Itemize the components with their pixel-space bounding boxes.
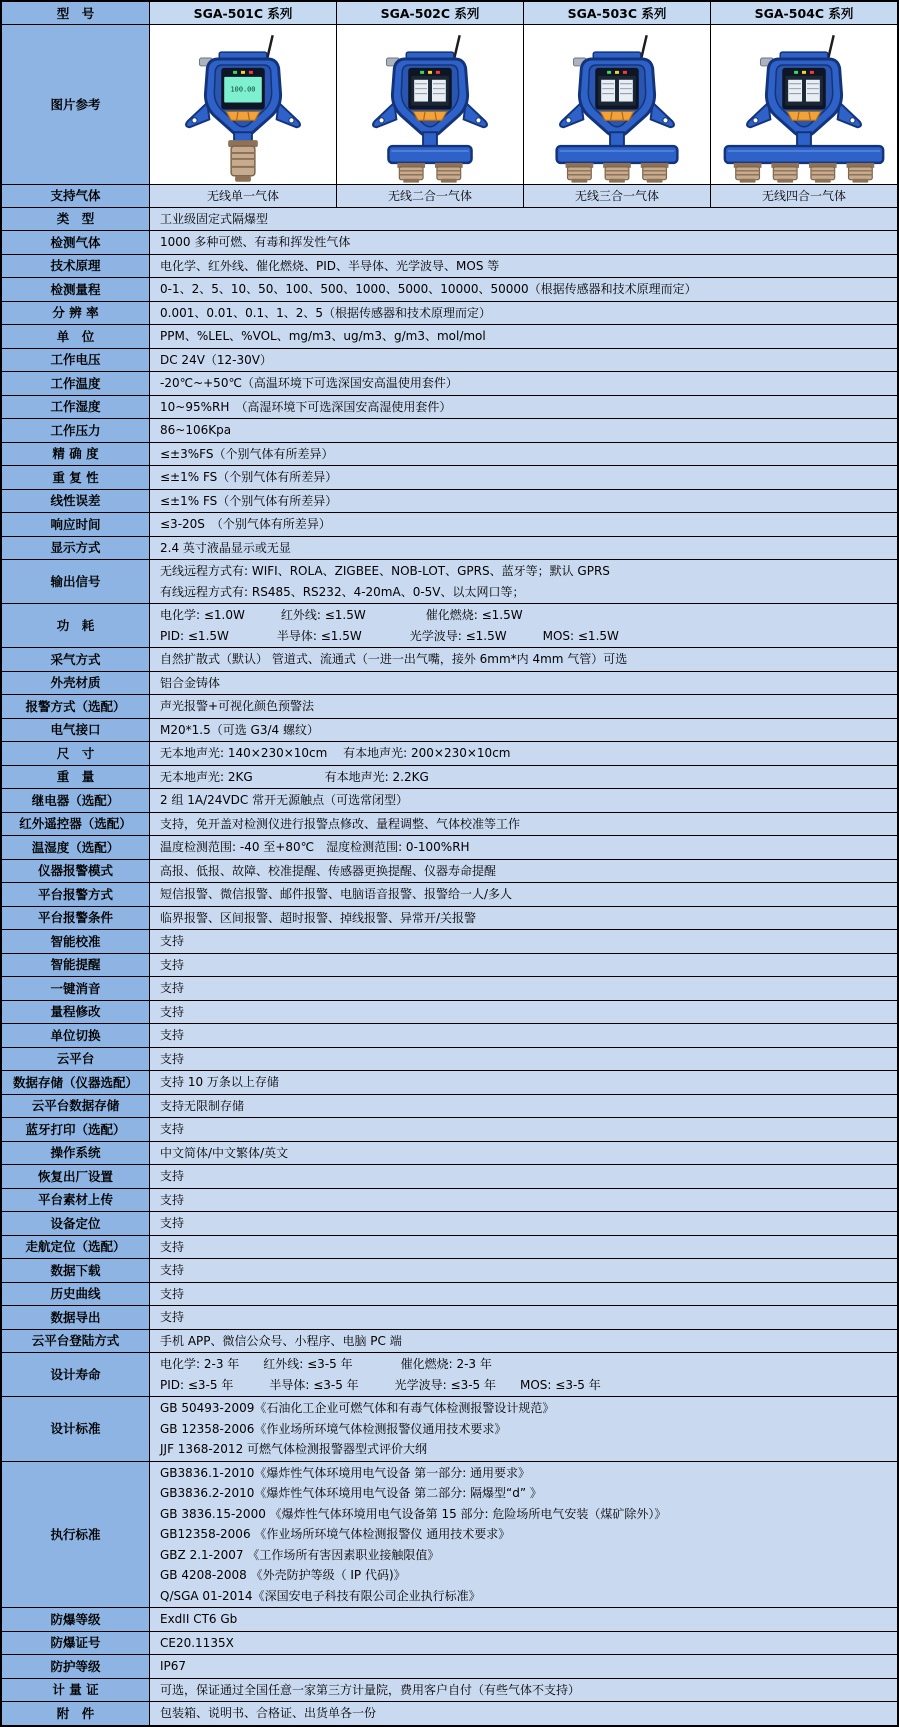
supported-gas-row: [2, 185, 897, 208]
row-value: [150, 1462, 897, 1608]
row-value: [150, 560, 897, 603]
value-line: 支持: [160, 1263, 185, 1277]
row-value: [150, 1212, 897, 1235]
row-label: 操作系统: [2, 1142, 150, 1165]
gas-detector-illustration: [711, 29, 897, 184]
row-value: [150, 1142, 897, 1165]
row-label: 数据导出: [2, 1306, 150, 1329]
row-label: 输出信号: [2, 560, 150, 603]
row-value: [150, 719, 897, 742]
gas-detector-illustration: [150, 29, 336, 184]
row-label: 重 复 性: [2, 466, 150, 489]
row-value: [150, 1236, 897, 1259]
value-line: CE20.1135X: [160, 1635, 234, 1650]
spec-row: [2, 1353, 897, 1397]
row-value: [150, 1001, 897, 1024]
value-line: ≤±3%FS（个别气体有所差异）: [160, 446, 334, 461]
spec-row: [2, 1632, 897, 1656]
row-label: 线性误差: [2, 490, 150, 513]
value-line: 支持: [160, 1004, 185, 1019]
row-label: 分 辨 率: [2, 302, 150, 325]
value-line: 包装箱、说明书、合格证、出货单各一份: [160, 1706, 377, 1720]
value-line: 无本地声光: 140×230×10cm 有本地声光: 200×230×10cm: [160, 746, 511, 760]
row-label: 工作压力: [2, 419, 150, 442]
value-line: 支持: [160, 1028, 185, 1042]
spec-row: [2, 1024, 897, 1048]
row-value: [150, 1071, 897, 1094]
value-line: 电化学: ≤1.0W 红外线: ≤1.5W 催化燃烧: ≤1.5W: [160, 608, 523, 622]
row-label: 历史曲线: [2, 1283, 150, 1306]
row-value: [150, 1353, 897, 1396]
spec-row: [2, 907, 897, 931]
row-label: 云平台: [2, 1048, 150, 1071]
row-label: 设计标准: [2, 1397, 150, 1461]
value-line: JJF 1368-2012 可燃气体检测报警器型式评价大纲: [160, 1442, 428, 1456]
spec-row: [2, 1212, 897, 1236]
value-line: 支持 10 万条以上存储: [160, 1075, 279, 1089]
row-value: [150, 419, 897, 442]
row-label: 支持气体: [2, 185, 150, 207]
row-label: 检测气体: [2, 231, 150, 254]
value-line: 0-1、2、5、10、50、100、500、1000、5000、10000、50000（根据传感器和技术原理而定）: [160, 282, 697, 296]
spec-row: [2, 1142, 897, 1166]
spec-rows-container: [2, 208, 897, 1725]
row-value: [150, 1330, 897, 1353]
spec-row: [2, 1165, 897, 1189]
row-label: 防爆证号: [2, 1632, 150, 1655]
row-value: [150, 231, 897, 254]
value-line: GB12358-2006 《作业场所环境气体检测报警仪 通用技术要求》: [160, 1527, 511, 1541]
row-value: [150, 789, 897, 812]
model-sga-501c: SGA-501C 系列: [150, 2, 337, 24]
row-label: 量程修改: [2, 1001, 150, 1024]
spec-row: [2, 836, 897, 860]
gas-type-501c: 无线单一气体: [150, 185, 337, 207]
gas-type-502c: 无线二合一气体: [337, 185, 524, 207]
row-value: [150, 208, 897, 231]
row-value: [150, 1632, 897, 1655]
row-value: [150, 1679, 897, 1702]
spec-row: [2, 1397, 897, 1462]
header-model-label: 型 号: [2, 2, 150, 24]
spec-row: [2, 396, 897, 420]
row-label: 数据存储（仪器选配）: [2, 1071, 150, 1094]
spec-row: [2, 1001, 897, 1025]
row-value: [150, 1702, 897, 1725]
spec-row: [2, 443, 897, 467]
value-line: 支持: [160, 1310, 185, 1324]
spec-row: [2, 1095, 897, 1119]
gas-detector-illustration: [524, 29, 710, 184]
row-label: 蓝牙打印（选配）: [2, 1118, 150, 1141]
row-value: [150, 604, 897, 647]
row-label: 电气接口: [2, 719, 150, 742]
row-value: [150, 907, 897, 930]
row-label: 类 型: [2, 208, 150, 231]
spec-row: [2, 672, 897, 696]
spec-row: [2, 560, 897, 604]
row-value: [150, 537, 897, 560]
row-value: [150, 860, 897, 883]
spec-row: [2, 349, 897, 373]
row-label: 平台报警条件: [2, 907, 150, 930]
spec-row: [2, 1608, 897, 1632]
row-label: 工作湿度: [2, 396, 150, 419]
spec-row: [2, 930, 897, 954]
row-label: 智能提醒: [2, 954, 150, 977]
row-value: [150, 672, 897, 695]
spec-row: [2, 860, 897, 884]
row-label: 防护等级: [2, 1655, 150, 1678]
row-label: 一键消音: [2, 977, 150, 1000]
value-line: 电化学、红外线、催化燃烧、PID、半导体、光学波导、MOS 等: [160, 258, 500, 273]
spec-row: [2, 742, 897, 766]
image-reference-row: [2, 25, 897, 185]
row-value: [150, 372, 897, 395]
row-label: 响应时间: [2, 513, 150, 536]
value-line: PPM、%LEL、%VOL、mg/m3、ug/m3、g/m3、mol/mol: [160, 329, 486, 343]
row-label: 技术原理: [2, 255, 150, 278]
value-line: Q/SGA 01-2014《深国安电子科技有限公司企业执行标准》: [160, 1588, 481, 1603]
row-label: 工作电压: [2, 349, 150, 372]
spec-row: [2, 789, 897, 813]
row-value: [150, 977, 897, 1000]
value-line: 0.001、0.01、0.1、1、2、5（根据传感器和技术原理而定）: [160, 305, 492, 320]
value-line: 支持: [160, 934, 185, 948]
row-label: 显示方式: [2, 537, 150, 560]
row-value: [150, 302, 897, 325]
spec-row: [2, 231, 897, 255]
value-line: M20*1.5（可选 G3/4 螺纹）: [160, 722, 319, 737]
row-label: 工作温度: [2, 372, 150, 395]
product-image-sga-503c: [524, 25, 711, 184]
value-line: 支持: [160, 1169, 185, 1183]
value-line: 工业级固定式隔爆型: [160, 211, 269, 226]
row-label: 红外遥控器（选配）: [2, 813, 150, 836]
row-label: 平台素材上传: [2, 1189, 150, 1212]
value-line: 支持: [160, 981, 185, 995]
row-label: 智能校准: [2, 930, 150, 953]
value-line: GB 4208-2008 《外壳防护等级（ IP 代码)》: [160, 1568, 406, 1582]
spec-row: [2, 1655, 897, 1679]
spec-row: [2, 1259, 897, 1283]
row-value: [150, 1259, 897, 1282]
value-line: GB3836.1-2010《爆炸性气体环境用电气设备 第一部分: 通用要求》: [160, 1465, 531, 1480]
row-label: 附 件: [2, 1702, 150, 1725]
row-label: 图片参考: [2, 25, 150, 184]
row-value: [150, 396, 897, 419]
spec-row: [2, 766, 897, 790]
row-value: [150, 1165, 897, 1188]
value-line: 自然扩散式（默认） 管道式、流通式（一进一出气嘴，接外 6mm*内 4mm 气管）可选: [160, 652, 628, 666]
row-value: [150, 490, 897, 513]
value-line: 支持无限制存储: [160, 1098, 245, 1113]
row-value: [150, 513, 897, 536]
row-label: 检测量程: [2, 278, 150, 301]
value-line: 高报、低报、故障、校准提醒、传感器更换提醒、仪器寿命提醒: [160, 863, 497, 878]
row-value: [150, 1283, 897, 1306]
row-label: 单 位: [2, 325, 150, 348]
row-label: 精 确 度: [2, 443, 150, 466]
value-line: ExdII CT6 Gb: [160, 1612, 238, 1626]
gas-detector-illustration: [337, 29, 523, 184]
row-label: 防爆等级: [2, 1608, 150, 1631]
row-value: [150, 278, 897, 301]
spec-row: [2, 1679, 897, 1703]
value-line: GB3836.2-2010《爆炸性气体环境用电气设备 第二部分: 隔爆型“d” 》: [160, 1486, 542, 1500]
spec-row: [2, 208, 897, 232]
spec-row: [2, 719, 897, 743]
row-value: [150, 325, 897, 348]
row-label: 云平台数据存储: [2, 1095, 150, 1118]
spec-row: [2, 466, 897, 490]
value-line: 可选，保证通过全国任意一家第三方计量院，费用客户自付（有些气体不支持）: [160, 1682, 581, 1697]
spec-row: [2, 883, 897, 907]
product-image-sga-502c: [337, 25, 524, 184]
spec-row: [2, 1071, 897, 1095]
table-header-row: [2, 2, 897, 25]
row-value: [150, 695, 897, 718]
row-value: [150, 1189, 897, 1212]
value-line: 86~106Kpa: [160, 423, 232, 437]
spec-row: [2, 278, 897, 302]
value-line: 短信报警、微信报警、邮件报警、电脑语音报警、报警给一人/多人: [160, 887, 513, 901]
value-line: PID: ≤3-5 年 半导体: ≤3-5 年 光学波导: ≤3-5 年 MOS: ≤3-5 年: [160, 1377, 601, 1392]
spec-row: [2, 490, 897, 514]
spec-row: [2, 1306, 897, 1330]
row-value: [150, 443, 897, 466]
row-label: 执行标准: [2, 1462, 150, 1608]
spec-row: [2, 255, 897, 279]
spec-row: [2, 372, 897, 396]
row-label: 采气方式: [2, 648, 150, 671]
spec-row: [2, 1462, 897, 1609]
value-line: ≤±1% FS（个别气体有所差异）: [160, 470, 338, 484]
spec-row: [2, 604, 897, 648]
row-value: [150, 930, 897, 953]
spec-row: [2, 954, 897, 978]
value-line: 温度检测范围: -40 至+80℃ 湿度检测范围: 0-100%RH: [160, 840, 470, 854]
model-sga-502c: SGA-502C 系列: [337, 2, 524, 24]
row-value: [150, 954, 897, 977]
value-line: 支持: [160, 1239, 185, 1254]
spec-row: [2, 325, 897, 349]
row-value: [150, 766, 897, 789]
value-line: 支持: [160, 957, 185, 972]
value-line: 支持: [160, 1192, 185, 1207]
value-line: 2 组 1A/24VDC 常开无源触点（可选常闭型）: [160, 793, 409, 807]
row-value: [150, 1024, 897, 1047]
row-label: 单位切换: [2, 1024, 150, 1047]
spec-row: [2, 513, 897, 537]
row-label: 外壳材质: [2, 672, 150, 695]
row-label: 重 量: [2, 766, 150, 789]
value-line: IP67: [160, 1659, 187, 1673]
row-label: 功 耗: [2, 604, 150, 647]
value-line: 支持: [160, 1216, 185, 1230]
row-value: [150, 349, 897, 372]
spec-row: [2, 1189, 897, 1213]
spec-row: [2, 977, 897, 1001]
value-line: -20℃~+50℃（高温环境下可选深国安高温使用套件）: [160, 376, 458, 390]
row-value: [150, 1048, 897, 1071]
value-line: 无本地声光: 2KG 有本地声光: 2.2KG: [160, 769, 429, 784]
value-line: 支持: [160, 1286, 185, 1301]
value-line: 2.4 英寸液晶显示或无显: [160, 540, 291, 555]
value-line: 有线远程方式有: RS485、RS232、4-20mA、0-5V、以太网口等；: [160, 584, 525, 599]
spec-row: [2, 1702, 897, 1725]
row-value: [150, 1306, 897, 1329]
value-line: ≤3-20S （个别气体有所差异）: [160, 517, 331, 531]
value-line: 临界报警、区间报警、超时报警、掉线报警、异常开/关报警: [160, 910, 477, 925]
row-value: [150, 466, 897, 489]
value-line: DC 24V（12-30V）: [160, 352, 272, 367]
row-label: 报警方式（选配）: [2, 695, 150, 718]
value-line: 支持: [160, 1122, 185, 1136]
value-line: ≤±1% FS（个别气体有所差异）: [160, 493, 338, 508]
spec-row: [2, 695, 897, 719]
model-sga-503c: SGA-503C 系列: [524, 2, 711, 24]
spec-row: [2, 537, 897, 561]
row-label: 走航定位（选配）: [2, 1236, 150, 1259]
row-label: 云平台登陆方式: [2, 1330, 150, 1353]
row-label: 平台报警方式: [2, 883, 150, 906]
value-line: 支持，免开盖对检测仪进行报警点修改、量程调整、气体校准等工作: [160, 816, 521, 831]
spec-row: [2, 1118, 897, 1142]
row-label: 设计寿命: [2, 1353, 150, 1396]
svg-text:100.00: 100.00: [230, 85, 256, 94]
value-line: GB 50493-2009《石油化工企业可燃气体和有毒气体检测报警设计规范》: [160, 1401, 555, 1415]
spec-row: [2, 1236, 897, 1260]
gas-type-503c: 无线三合一气体: [524, 185, 711, 207]
row-label: 数据下载: [2, 1259, 150, 1282]
value-line: PID: ≤1.5W 半导体: ≤1.5W 光学波导: ≤1.5W MOS: ≤1.5W: [160, 628, 619, 643]
row-value: [150, 742, 897, 765]
spec-row: [2, 648, 897, 672]
spec-row: [2, 1048, 897, 1072]
row-value: [150, 648, 897, 671]
spec-row: [2, 1283, 897, 1307]
value-line: 手机 APP、微信公众号、小程序、电脑 PC 端: [160, 1333, 402, 1348]
value-line: GB 3836.15-2000 《爆炸性气体环境用电气设备第 15 部分: 危险场所电气安装（煤矿除外）》: [160, 1506, 667, 1521]
value-line: 1000 多种可燃、有毒和挥发性气体: [160, 235, 351, 249]
product-image-sga-501c: [150, 25, 337, 184]
row-label: 尺 寸: [2, 742, 150, 765]
row-label: 温湿度（选配）: [2, 836, 150, 859]
row-value: [150, 1118, 897, 1141]
spec-row: [2, 1330, 897, 1354]
row-value: [150, 813, 897, 836]
row-label: 计 量 证: [2, 1679, 150, 1702]
spec-row: [2, 813, 897, 837]
value-line: 中文简体/中文繁体/英文: [160, 1145, 289, 1160]
spec-row: [2, 419, 897, 443]
value-line: 电化学: 2-3 年 红外线: ≤3-5 年 催化燃烧: 2-3 年: [160, 1357, 492, 1371]
row-label: 设备定位: [2, 1212, 150, 1235]
row-label: 仪器报警模式: [2, 860, 150, 883]
row-value: [150, 255, 897, 278]
model-sga-504c: SGA-504C 系列: [711, 2, 897, 24]
value-line: GBZ 2.1-2007 《工作场所有害因素职业接触限值》: [160, 1547, 440, 1562]
value-line: 声光报警+可视化颜色预警法: [160, 699, 315, 713]
row-label: 恢复出厂设置: [2, 1165, 150, 1188]
row-value: [150, 836, 897, 859]
value-line: 支持: [160, 1051, 185, 1066]
value-line: 铝合金铸体: [160, 675, 221, 690]
spec-row: [2, 302, 897, 326]
value-line: 10~95%RH （高湿环境下可选深国安高湿使用套件）: [160, 399, 452, 414]
row-value: [150, 1608, 897, 1631]
value-line: GB 12358-2006《作业场所环境气体检测报警仪通用技术要求》: [160, 1421, 507, 1436]
row-value: [150, 1655, 897, 1678]
row-label: 继电器（选配）: [2, 789, 150, 812]
gas-type-504c: 无线四合一气体: [711, 185, 897, 207]
row-value: [150, 1095, 897, 1118]
row-value: [150, 1397, 897, 1461]
value-line: 无线远程方式有: WIFI、ROLA、ZIGBEE、NOB-LOT、GPRS、蓝牙等；默认 GPRS: [160, 564, 610, 578]
row-value: [150, 883, 897, 906]
product-image-sga-504c: [711, 25, 897, 184]
